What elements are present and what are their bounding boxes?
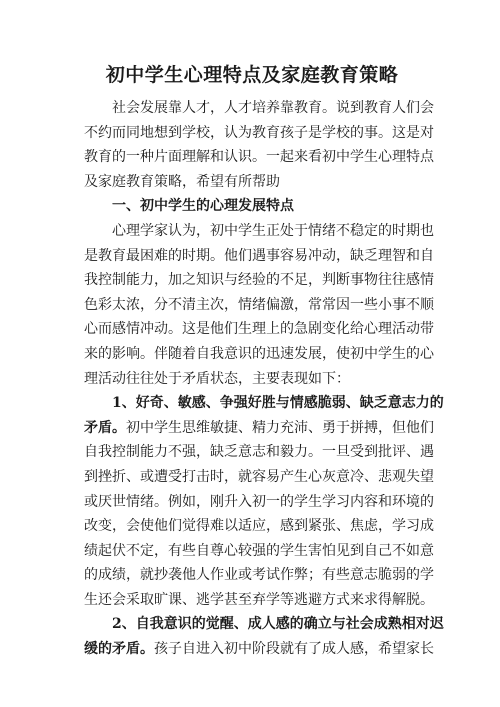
text-line: 是 教 育 最 困 难 的 时 期 。 他 们 遇 事 容 易 冲 动 ， 缺 乏 理 智 和 自 <box>84 247 434 264</box>
text-line: 2 、 自 我 意 识 的 觉 醒 、 成 人 感 的 确 立 与 社 会 成 熟 相 对 迟 <box>112 616 444 633</box>
document-body <box>84 96 444 662</box>
text-line: 改 变 ， 会 使 他 们 觉 得 难 以 适 应 ， 感 到 紧 张 、 焦 虑 ， 学 习 成 <box>84 518 434 535</box>
text-line: 心 而 感 情 冲 动 。 这 是 他 们 生 理 上 的 急 剧 变 化 给 心 理 活 动 带 <box>84 321 434 338</box>
text-line: 1 、 好 奇 、 敏 感 、 争 强 好 胜 与 情 感 脆 弱 、 缺 乏 意 志 力 的 <box>112 395 444 412</box>
text-line: 社 会 发 展 靠 人 才 ， 人 才 培 养 靠 教 育 。 说 到 教 育 人 们 会 <box>112 100 434 116</box>
text-line: 来 的 影 响 。 伴 随 着 自 我 意 识 的 迅 速 发 展 ， 使 初 中 学 生 的 心 <box>84 345 434 362</box>
text-line: 我 控 制 能 力 ， 加 之 知 识 与 经 验 的 不 足 ， 判 断 事 物 往 往 感 情 <box>84 272 434 289</box>
document-title: 初中学生心理特点及家庭教育策略 <box>105 64 399 86</box>
text-line: 矛 盾 。 初 中 学 生 思 维 敏 捷 、 精 力 充 沛 、 勇 于 拼 搏 ， 但 他 们 <box>84 419 434 436</box>
text-line: 及 家 庭 教 育 策 略 ， 希 望 有 所 帮 助 <box>84 173 280 190</box>
text-line: 不 约 而 同 地 想 到 学 校 ， 认 为 教 育 孩 子 是 学 校 的 事 。 这 是 对 <box>84 124 434 141</box>
text-line: 绩 起 伏 不 定 ， 有 些 自 尊 心 较 强 的 学 生 害 怕 见 到 自 己 不 如 意 <box>84 542 434 559</box>
text-line: 心 理 学 家 认 为 ， 初 中 学 生 正 处 于 情 绪 不 稳 定 的 时 期 也 <box>112 222 434 239</box>
text-line: 的 成 绩 ， 就 抄 袭 他 人 作 业 或 考 试 作 弊 ； 有 些 意 志 脆 弱 的 学 <box>84 567 434 584</box>
text-line: 理 活 动 往 往 处 于 矛 盾 状 态 ， 主 要 表 现 如 下 ： <box>84 370 350 387</box>
section-heading: 一 、 初 中 学 生 的 心 理 发 展 特 点 <box>112 198 294 215</box>
text-line: 生 还 会 采 取 旷 课 、 逃 学 甚 至 弃 学 等 逃 避 方 式 来 求 得 解 脱 。 <box>84 591 434 608</box>
text-line: 教 育 的 一 种 片 面 理 解 和 认 识 。 一 起 来 看 初 中 学 生 心 理 特 点 <box>84 149 434 166</box>
text-line: 到 挫 折 、 或 遭 受 打 击 时 ， 就 容 易 产 生 心 灰 意 冷 、 悲 观 失 望 <box>84 468 434 485</box>
text-line: 色 彩 太 浓 ， 分 不 清 主 次 ， 情 绪 偏 激 ， 常 常 因 一 些 小 事 不 顺 <box>84 296 434 313</box>
text-line: 缓 的 矛 盾 。 孩 子 自 进 入 初 中 阶 段 就 有 了 成 人 感 ， 希 望 家 长 <box>84 641 434 658</box>
text-line: 自 我 控 制 能 力 不 强 ， 缺 乏 意 志 和 毅 力 。 一 旦 受 到 批 评 、 遇 <box>84 444 434 461</box>
text-line: 或 厌 世 情 绪 。 例 如 ， 刚 升 入 初 一 的 学 生 学 习 内 容 和 环 境 的 <box>84 493 434 510</box>
